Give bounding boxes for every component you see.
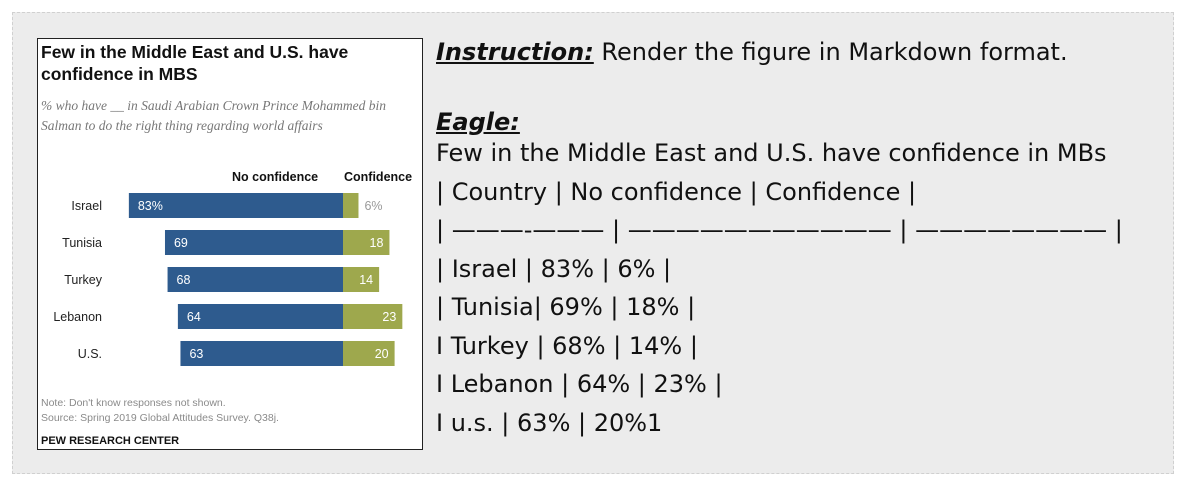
brand-label: PEW RESEARCH CENTER bbox=[41, 435, 180, 447]
legend-confidence: Confidence bbox=[344, 170, 413, 184]
category-label: Turkey bbox=[64, 273, 102, 287]
category-label: Tunisia bbox=[62, 236, 102, 250]
chart-subtitle: % who have __ in Saudi Arabian Crown Prince Mohammed bin Salman to do the right thing regarding world affairs bbox=[41, 98, 386, 133]
no-confidence-value-label: 63 bbox=[189, 347, 204, 361]
response-line: | Country | No confidence | Confidence | bbox=[436, 178, 917, 206]
bar-plot bbox=[38, 39, 424, 451]
instruction-text: Render the figure in Markdown format. bbox=[593, 38, 1068, 66]
response-line: | Israel | 83% | 6% | bbox=[436, 255, 672, 283]
response-label: Eagle: bbox=[436, 108, 520, 136]
category-label: Lebanon bbox=[53, 310, 102, 324]
confidence-value-label: 6% bbox=[364, 199, 383, 213]
chart-figure bbox=[37, 38, 423, 450]
source-text: Source: Spring 2019 Global Attitudes Survey. Q38j. bbox=[41, 412, 279, 424]
instruction-label: Instruction: bbox=[436, 38, 594, 66]
response-line: | ———-——— | ——————————— | ———————— | bbox=[436, 216, 1123, 244]
category-label: Israel bbox=[71, 199, 102, 213]
chart-title: Few in the Middle East and U.S. have confidence in MBS bbox=[41, 42, 349, 84]
no-confidence-bar bbox=[168, 267, 343, 292]
category-label: U.S. bbox=[77, 347, 102, 361]
response-line: I Lebanon | 64% | 23% | bbox=[436, 370, 723, 398]
note-text: Note: Don't know responses not shown. bbox=[41, 397, 226, 409]
no-confidence-value-label: 68 bbox=[176, 273, 191, 287]
response-line: I Turkey | 68% | 14% | bbox=[436, 332, 698, 360]
confidence-value-label: 20 bbox=[374, 347, 389, 361]
response-line: | Tunisia| 69% | 18% | bbox=[436, 293, 696, 321]
confidence-value-label: 23 bbox=[382, 310, 397, 324]
legend-no-confidence: No confidence bbox=[232, 170, 319, 184]
no-confidence-value-label: 83% bbox=[137, 199, 163, 213]
no-confidence-value-label: 69 bbox=[173, 236, 188, 250]
response-line: I u.s. | 63% | 20%1 bbox=[436, 409, 663, 437]
no-confidence-bar bbox=[180, 341, 343, 366]
response-label-line bbox=[436, 108, 520, 136]
response-line: Few in the Middle East and U.S. have confidence in MBs bbox=[436, 139, 1107, 167]
no-confidence-bar bbox=[178, 304, 343, 329]
no-confidence-bar bbox=[165, 230, 343, 255]
no-confidence-value-label: 64 bbox=[186, 310, 201, 324]
confidence-bar bbox=[343, 193, 358, 218]
confidence-value-label: 18 bbox=[369, 236, 384, 250]
instruction-line bbox=[436, 38, 1068, 66]
confidence-value-label: 14 bbox=[359, 273, 374, 287]
chart-note bbox=[41, 396, 421, 426]
